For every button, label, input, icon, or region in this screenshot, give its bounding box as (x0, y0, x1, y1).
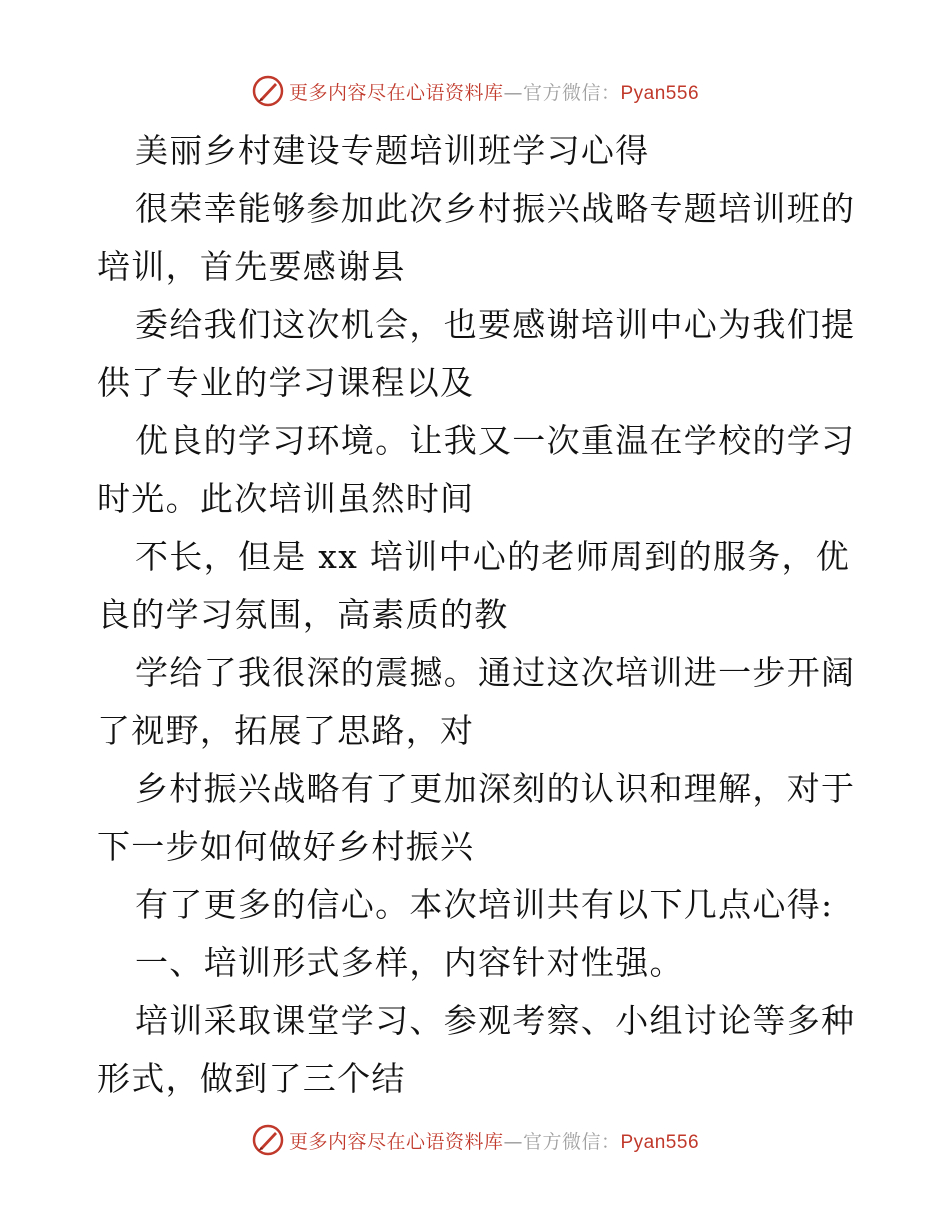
quill-logo-icon (251, 74, 285, 108)
footer-banner-text: 更多内容尽在心语资料库—官方微信：Pyan556 (288, 1130, 700, 1153)
paragraph-line: 培训，首先要感谢县 (97, 247, 406, 286)
section-heading: 一、培训形式多样，内容针对性强。 (135, 943, 684, 982)
paragraph-line: 良的学习氛围，高素质的教 (97, 595, 509, 634)
quill-logo-icon (251, 1123, 285, 1157)
paragraph-line: 委给我们这次机会，也要感谢培训中心为我们提 (135, 305, 856, 344)
paragraph-line: 优良的学习环境。让我又一次重温在学校的学习 (135, 421, 856, 460)
document-body (97, 122, 857, 1108)
paragraph-line: 时光。此次培训虽然时间 (97, 479, 475, 518)
header-banner (0, 71, 950, 111)
header-banner-text: 更多内容尽在心语资料库—官方微信：Pyan556 (288, 81, 700, 104)
paragraph-line: 形式，做到了三个结 (97, 1059, 406, 1098)
paragraph-line: 了视野，拓展了思路，对 (97, 711, 475, 750)
paragraph-line: 供了专业的学习课程以及 (97, 363, 475, 402)
paragraph-line: 乡村振兴战略有了更加深刻的认识和理解，对于 (135, 769, 856, 808)
paragraph-line: 培训采取课堂学习、参观考察、小组讨论等多种 (135, 1001, 856, 1040)
paragraph-line: 下一步如何做好乡村振兴 (97, 827, 475, 866)
paragraph-line: 有了更多的信心。本次培训共有以下几点心得: (135, 885, 834, 924)
document-title: 美丽乡村建设专题培训班学习心得 (135, 131, 650, 170)
footer-banner (0, 1120, 950, 1160)
paragraph-line: 不长，但是 xx 培训中心的老师周到的服务，优 (135, 537, 851, 576)
paragraph-line: 学给了我很深的震撼。通过这次培训进一步开阔 (135, 653, 856, 692)
paragraph-line: 很荣幸能够参加此次乡村振兴战略专题培训班的 (135, 189, 856, 228)
